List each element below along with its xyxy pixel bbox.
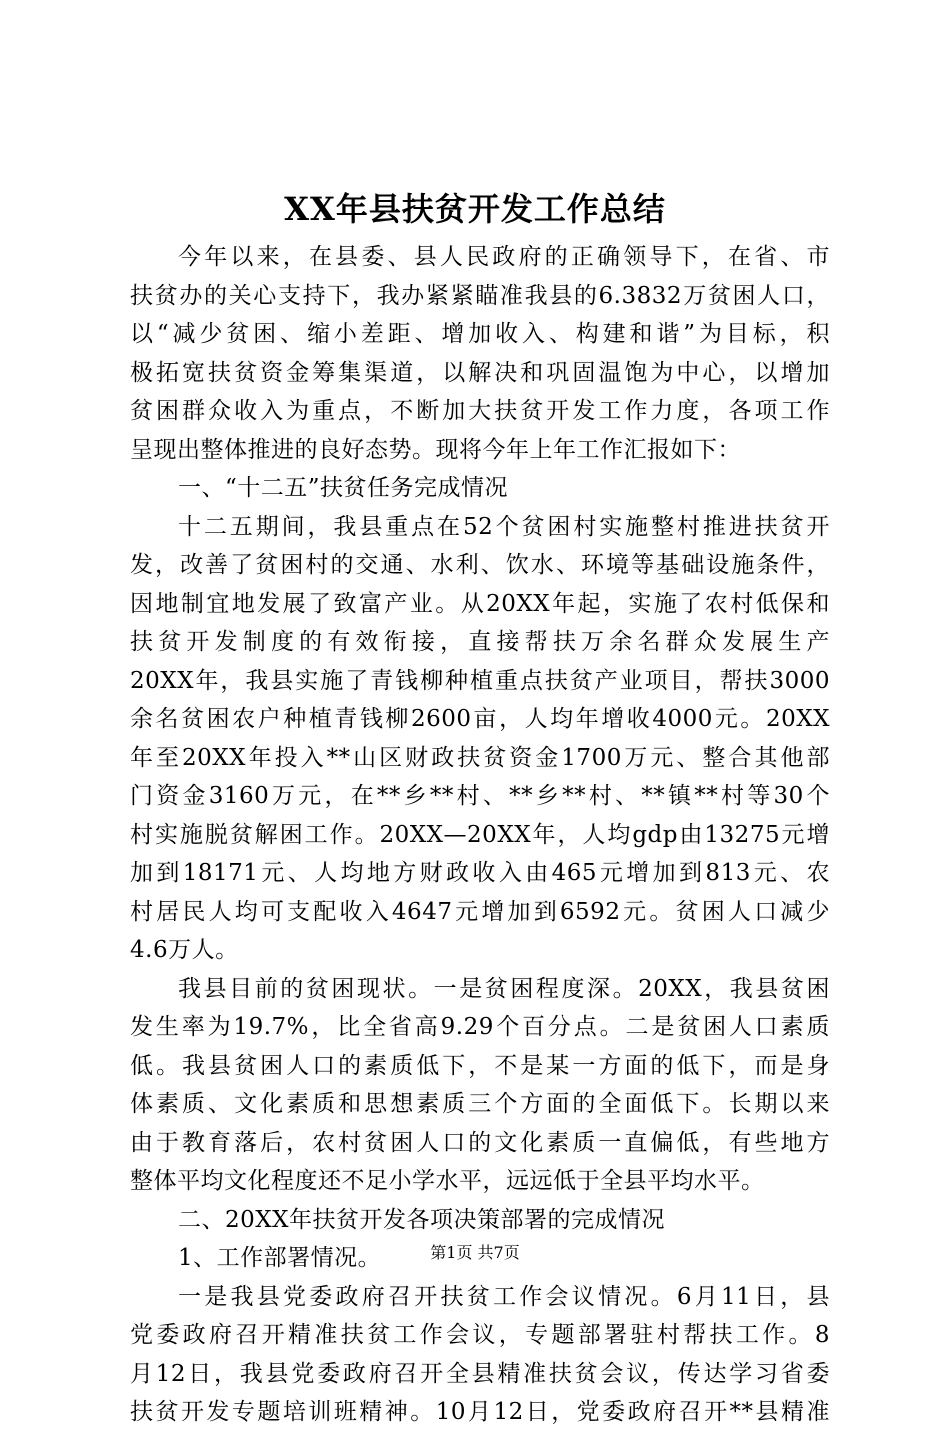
paragraph-line: 极拓宽扶贫资金筹集渠道，以解决和巩固温饱为中心，以增加 — [130, 359, 830, 386]
paragraph-line: 由于教育落后，农村贫困人口的文化素质一直偏低，有些地方 — [130, 1129, 830, 1156]
paragraph-line: 体素质、文化素质和思想素质三个方面的全面低下。长期以来 — [130, 1091, 830, 1117]
paragraph-line: 月12日，我县党委政府召开全县精准扶贫会议，传达学习省委 — [130, 1360, 830, 1387]
paragraph-line: 4.6万人。 — [130, 937, 239, 963]
paragraph-line: 党委政府召开精准扶贫工作会议，专题部署驻村帮扶工作。8 — [130, 1322, 830, 1348]
paragraph-line: 年至20XX年投入**山区财政扶贫资金1700万元、整合其他部 — [130, 744, 830, 771]
paragraph-line: 门资金3160万元，在**乡**村、**乡**村、**镇**村等30个 — [130, 783, 830, 809]
paragraph-line: 贫困群众收入为重点，不断加大扶贫开发工作力度，各项工作 — [130, 398, 830, 424]
paragraph-line: 因地制宜地发展了致富产业。从20XX年起，实施了农村低保和 — [130, 590, 830, 617]
paragraph-line: 20XX年，我县实施了青钱柳种植重点扶贫产业项目，帮扶3000 — [130, 667, 830, 694]
paragraph-line: 村实施脱贫解困工作。20XX—20XX年，人均gdp由13275元增 — [130, 821, 830, 848]
paragraph-line: 发生率为19.7%，比全省高9.29个百分点。二是贫困人口素质 — [130, 1014, 830, 1040]
paragraph-line: 低。我县贫困人口的素质低下，不是某一方面的低下，而是身 — [130, 1052, 830, 1079]
paragraph-line: 一是我县党委政府召开扶贫工作会议情况。6月11日，县 — [178, 1283, 830, 1310]
paragraph-line: 村居民人均可支配收入4647元增加到6592元。贫困人口减少 — [130, 898, 830, 925]
page-number-footer: 第1页 共7页 — [430, 1243, 520, 1262]
paragraph-line: 今年以来，在县委、县人民政府的正确领导下，在省、市 — [178, 244, 830, 270]
paragraph-line: 呈现出整体推进的良好态势。现将今年上年工作汇报如下： — [130, 436, 741, 463]
paragraph-line: 扶贫开发专题培训班精神。10月12日，党委政府召开**县精准 — [130, 1399, 830, 1425]
section-heading: 一、“十二五”扶贫任务完成情况 — [178, 475, 509, 501]
document-title: XX年县扶贫开发工作总结 — [284, 190, 666, 228]
paragraph-line: 整体平均文化程度还不足小学水平，远远低于全县平均水平。 — [130, 1168, 765, 1194]
paragraph-line: 余名贫困农户种植青钱柳2600亩，人均年增收4000元。20XX — [130, 706, 830, 732]
paragraph-line: 发，改善了贫困村的交通、水利、饮水、环境等基础设施条件， — [130, 552, 830, 578]
paragraph-line: 以“减少贫困、缩小差距、增加收入、构建和谐”为目标，积 — [130, 321, 830, 347]
subsection-heading: 1、工作部署情况。 — [178, 1245, 382, 1271]
paragraph-line: 我县目前的贫困现状。一是贫困程度深。20XX，我县贫困 — [178, 975, 830, 1002]
paragraph-line: 十二五期间，我县重点在52个贫困村实施整村推进扶贫开 — [178, 513, 830, 540]
section-heading: 二、20XX年扶贫开发各项决策部署的完成情况 — [178, 1206, 666, 1233]
paragraph-line: 加到18171元、人均地方财政收入由465元增加到813元、农 — [130, 860, 830, 886]
paragraph-line: 扶贫办的关心支持下，我办紧紧瞄准我县的6.3832万贫困人口， — [130, 282, 830, 309]
paragraph-line: 扶贫开发制度的有效衔接，直接帮扶万余名群众发展生产 — [130, 629, 830, 655]
